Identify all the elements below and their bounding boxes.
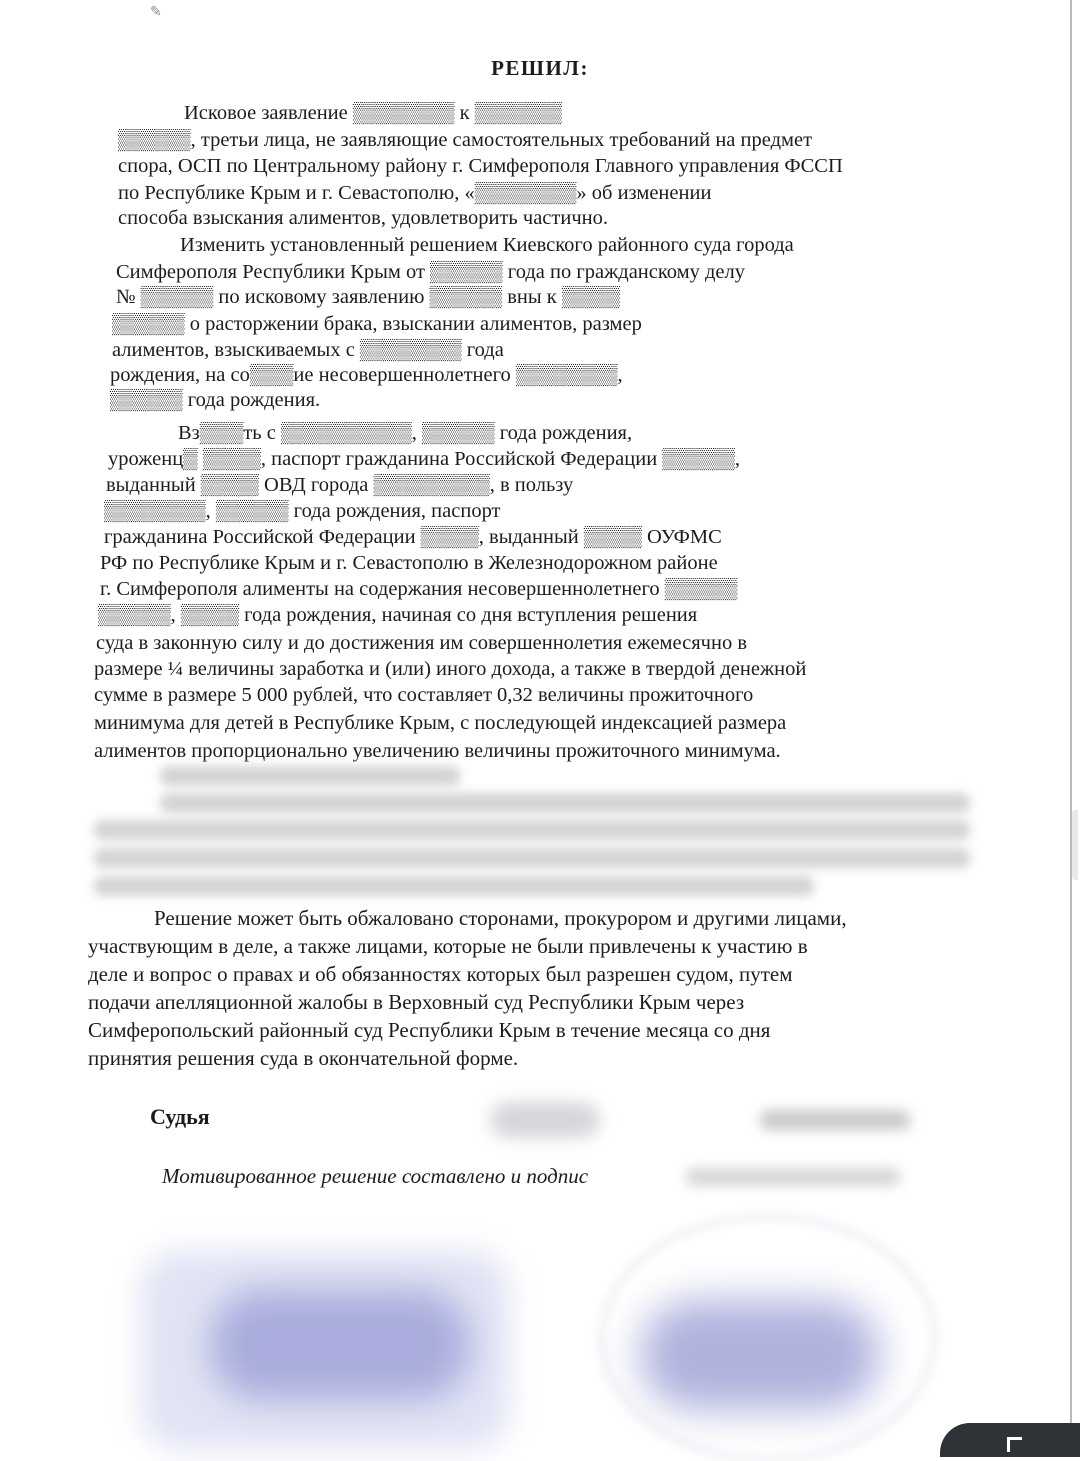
text-line: способа взыскания алиментов, удовлетворить частично. [118,207,608,229]
text-line: выданный ▒▒▒▒ ОВД города ▒▒▒▒▒▒▒▒, в пользу [106,474,574,496]
text-line: суда в законную силу и до достижения им совершеннолетия ежемесячно в [96,632,748,654]
stamp-left-ink [210,1290,470,1400]
section-heading: РЕШИЛ: [491,56,589,80]
text-line: сумме в размере 5 000 рублей, что составляет 0,32 величины прожиточного [94,684,754,706]
text-line: минимума для детей в Республике Крым, с последующей индексацией размера [94,712,787,734]
text-line: по Республике Крым и г. Севастополю, «▒▒▒▒▒▒▒» об изменении [118,182,712,204]
redacted-line [160,766,460,786]
text-line: алиментов, взыскиваемых с ▒▒▒▒▒▒▒ года [112,339,504,361]
text-line: № ▒▒▒▒▒ по исковому заявлению ▒▒▒▒▒ вны к ▒▒▒▒ [116,286,620,308]
text-line: спора, ОСП по Центральному району г. Симферополя Главного управления ФССП [118,155,843,177]
redacted-line [160,793,970,813]
redacted-line [94,876,814,896]
text-line: гражданина Российской Федерации ▒▒▒▒, выданный ▒▒▒▒ ОУФМС [104,526,722,548]
text-line: ▒▒▒▒▒ года рождения. [110,389,321,411]
side-handle[interactable] [1072,810,1078,880]
text-line: ▒▒▒▒▒ о расторжении брака, взыскании алиментов, размер [112,313,642,335]
text-line: Вз▒▒▒ть с ▒▒▒▒▒▒▒▒▒, ▒▒▒▒▒ года рождения, [178,422,633,444]
text-line: участвующим в деле, а также лицами, которые не были привлечены к участию в [88,934,808,958]
text-line: уроженц▒ ▒▒▒▒, паспорт гражданина Российской Федерации ▒▒▒▒▒, [108,448,741,470]
text-line: Исковое заявление ▒▒▒▒▒▒▒ к ▒▒▒▒▒▒ [184,102,562,124]
text-line: размере ¼ величины заработка и (или) иного дохода, а также в твердой денежной [94,658,807,680]
corner-scribble-icon: ✎ [150,4,162,20]
stamp-right-ink [640,1300,880,1410]
motivated-decision-note: Мотивированное решение составлено и подпис [162,1164,589,1188]
corner-arrow-icon[interactable] [940,1423,1080,1457]
redacted-judge-name [760,1110,910,1130]
text-line: принятия решения суда в окончательной форме. [88,1046,519,1070]
text-line: Симферопольский районный суд Республики Крым в течение месяца со дня [88,1018,771,1042]
text-line: алиментов пропорционально увеличению величины прожиточного минимума. [94,740,781,762]
text-line: Изменить установленный решением Киевского районного суда города [180,234,794,256]
text-line: ▒▒▒▒▒, ▒▒▒▒ года рождения, начиная со дня вступления решения [98,604,698,626]
text-line: ▒▒▒▒▒, третьи лица, не заявляющие самостоятельных требований на предмет [118,129,813,151]
redacted-line [94,848,970,868]
text-line: Решение может быть обжаловано сторонами, прокурором и другими лицами, [154,906,847,930]
text-line: подачи апелляционной жалобы в Верховный суд Республики Крым через [88,990,745,1014]
redacted-line [94,820,970,840]
text-line: г. Симферополя алименты на содержания несовершеннолетнего ▒▒▒▒▒ [100,578,738,600]
redacted-date [686,1168,900,1186]
text-line: рождения, на со▒▒▒ие несовершеннолетнего ▒▒▒▒▒▒▒, [110,364,623,386]
text-line: ▒▒▒▒▒▒▒, ▒▒▒▒▒ года рождения, паспорт [104,500,501,522]
page-edge [1070,0,1072,1457]
text-line: деле и вопрос о правах и об обязанностях которых был разрешен судом, путем [88,962,793,986]
text-line: Симферополя Республики Крым от ▒▒▒▒▒ года по гражданскому делу [116,261,746,283]
text-line: РФ по Республике Крым и г. Севастополю в Железнодорожном районе [100,552,718,574]
judge-signature [490,1102,600,1138]
judge-label: Судья [150,1104,210,1129]
